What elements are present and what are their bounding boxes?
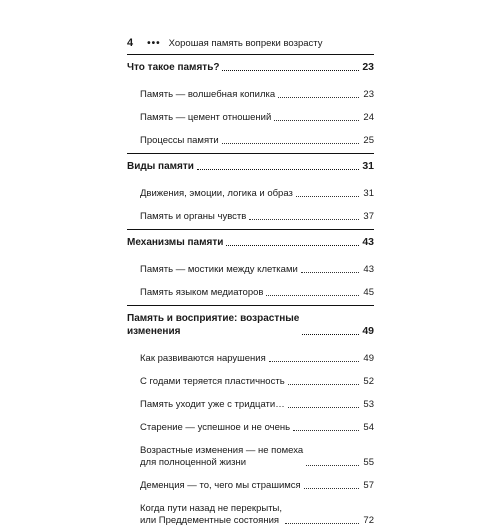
toc-entry-title: Память языком медиаторов <box>140 287 264 298</box>
toc-entry-title: Возрастные изменения — не помеха для полноценной жизни <box>140 445 304 468</box>
toc-section <box>127 305 374 527</box>
toc-entry <box>127 353 374 365</box>
dot-leader <box>278 97 359 98</box>
chapter-entry <box>127 158 374 177</box>
dot-leader <box>296 196 359 197</box>
chapter-entry <box>127 310 374 342</box>
header-dots: ••• <box>147 37 161 49</box>
toc-entry-title: Процессы памяти <box>140 135 219 146</box>
toc-section <box>127 54 374 147</box>
toc-entry-title: Как развиваются нарушения <box>140 353 266 364</box>
toc-entry-page: 49 <box>363 353 374 364</box>
toc-entry-title: Память уходит уже с тридцати… <box>140 399 285 410</box>
toc-entry <box>127 188 374 200</box>
toc-section <box>127 153 374 223</box>
toc-entry <box>127 89 374 101</box>
toc-entry-page: 45 <box>363 287 374 298</box>
chapter-entry-title: Память и восприятие: возрастные изменения <box>127 313 300 337</box>
toc-entry <box>127 399 374 411</box>
toc-entry-title: Память — цемент отношений <box>140 112 272 123</box>
toc-entry-title: Движения, эмоции, логика и образ <box>140 188 293 199</box>
dot-leader <box>285 523 359 524</box>
dot-leader <box>288 407 359 408</box>
toc-entry <box>127 211 374 223</box>
toc-section <box>127 229 374 299</box>
dot-leader <box>197 169 359 170</box>
toc-entry <box>127 287 374 299</box>
toc-entry-page: 53 <box>363 399 374 410</box>
toc-entry-page: 24 <box>363 112 374 123</box>
toc-entry <box>127 445 374 469</box>
running-header <box>127 36 323 50</box>
toc-entry-page: 37 <box>363 211 374 222</box>
dot-leader <box>249 219 359 220</box>
toc-entry-page: 57 <box>363 480 374 491</box>
chapter-entry <box>127 59 374 78</box>
toc-entry-title: Память и органы чувств <box>140 211 247 222</box>
toc-entry <box>127 480 374 492</box>
toc-entry <box>127 264 374 276</box>
toc-entry <box>127 376 374 388</box>
toc-entry-page: 55 <box>363 457 374 468</box>
chapter-entry-title: Виды памяти <box>127 161 194 172</box>
dot-leader <box>288 384 359 385</box>
toc-entry-title: Память — волшебная копилка <box>140 89 276 100</box>
toc-entry <box>127 503 374 527</box>
dot-leader <box>266 295 359 296</box>
toc-entry-title: Деменция — то, чего мы страшимся <box>140 480 301 491</box>
chapter-entry-page: 43 <box>362 236 374 248</box>
toc-entry-page: 52 <box>363 376 374 387</box>
dot-leader <box>304 488 359 489</box>
dot-leader <box>293 430 359 431</box>
chapter-entry-page: 23 <box>362 61 374 73</box>
chapter-entry-page: 31 <box>362 160 374 172</box>
dot-leader <box>226 245 359 246</box>
dot-leader <box>301 272 359 273</box>
dot-leader <box>222 70 359 71</box>
dot-leader <box>269 361 359 362</box>
dot-leader <box>302 334 359 335</box>
chapter-entry <box>127 234 374 253</box>
toc-entry-page: 23 <box>363 89 374 100</box>
chapter-entry-title: Механизмы памяти <box>127 237 224 248</box>
chapter-entry-page: 49 <box>362 325 374 337</box>
table-of-contents <box>127 54 374 527</box>
toc-entry-page: 25 <box>363 135 374 146</box>
toc-entry-page: 72 <box>363 515 374 526</box>
toc-entry-title: Память — мостики между клетками <box>140 264 298 275</box>
dot-leader <box>222 143 359 144</box>
dot-leader <box>274 120 359 121</box>
toc-entry-title: Старение — успешное и не очень <box>140 422 291 433</box>
toc-entry <box>127 135 374 147</box>
page-number: 4 <box>127 37 134 49</box>
book-title: Хорошая память вопреки возрасту <box>168 37 323 49</box>
toc-entry-title: Когда пути назад не перекрыты, или Преддементные состояния <box>140 503 283 526</box>
chapter-entry-title: Что такое память? <box>127 62 220 73</box>
toc-entry <box>127 112 374 124</box>
toc-entry-page: 31 <box>363 188 374 199</box>
toc-entry-page: 43 <box>363 264 374 275</box>
toc-entry-page: 54 <box>363 422 374 433</box>
toc-entry-title: С годами теряется пластичность <box>140 376 285 387</box>
dot-leader <box>306 465 359 466</box>
toc-entry <box>127 422 374 434</box>
